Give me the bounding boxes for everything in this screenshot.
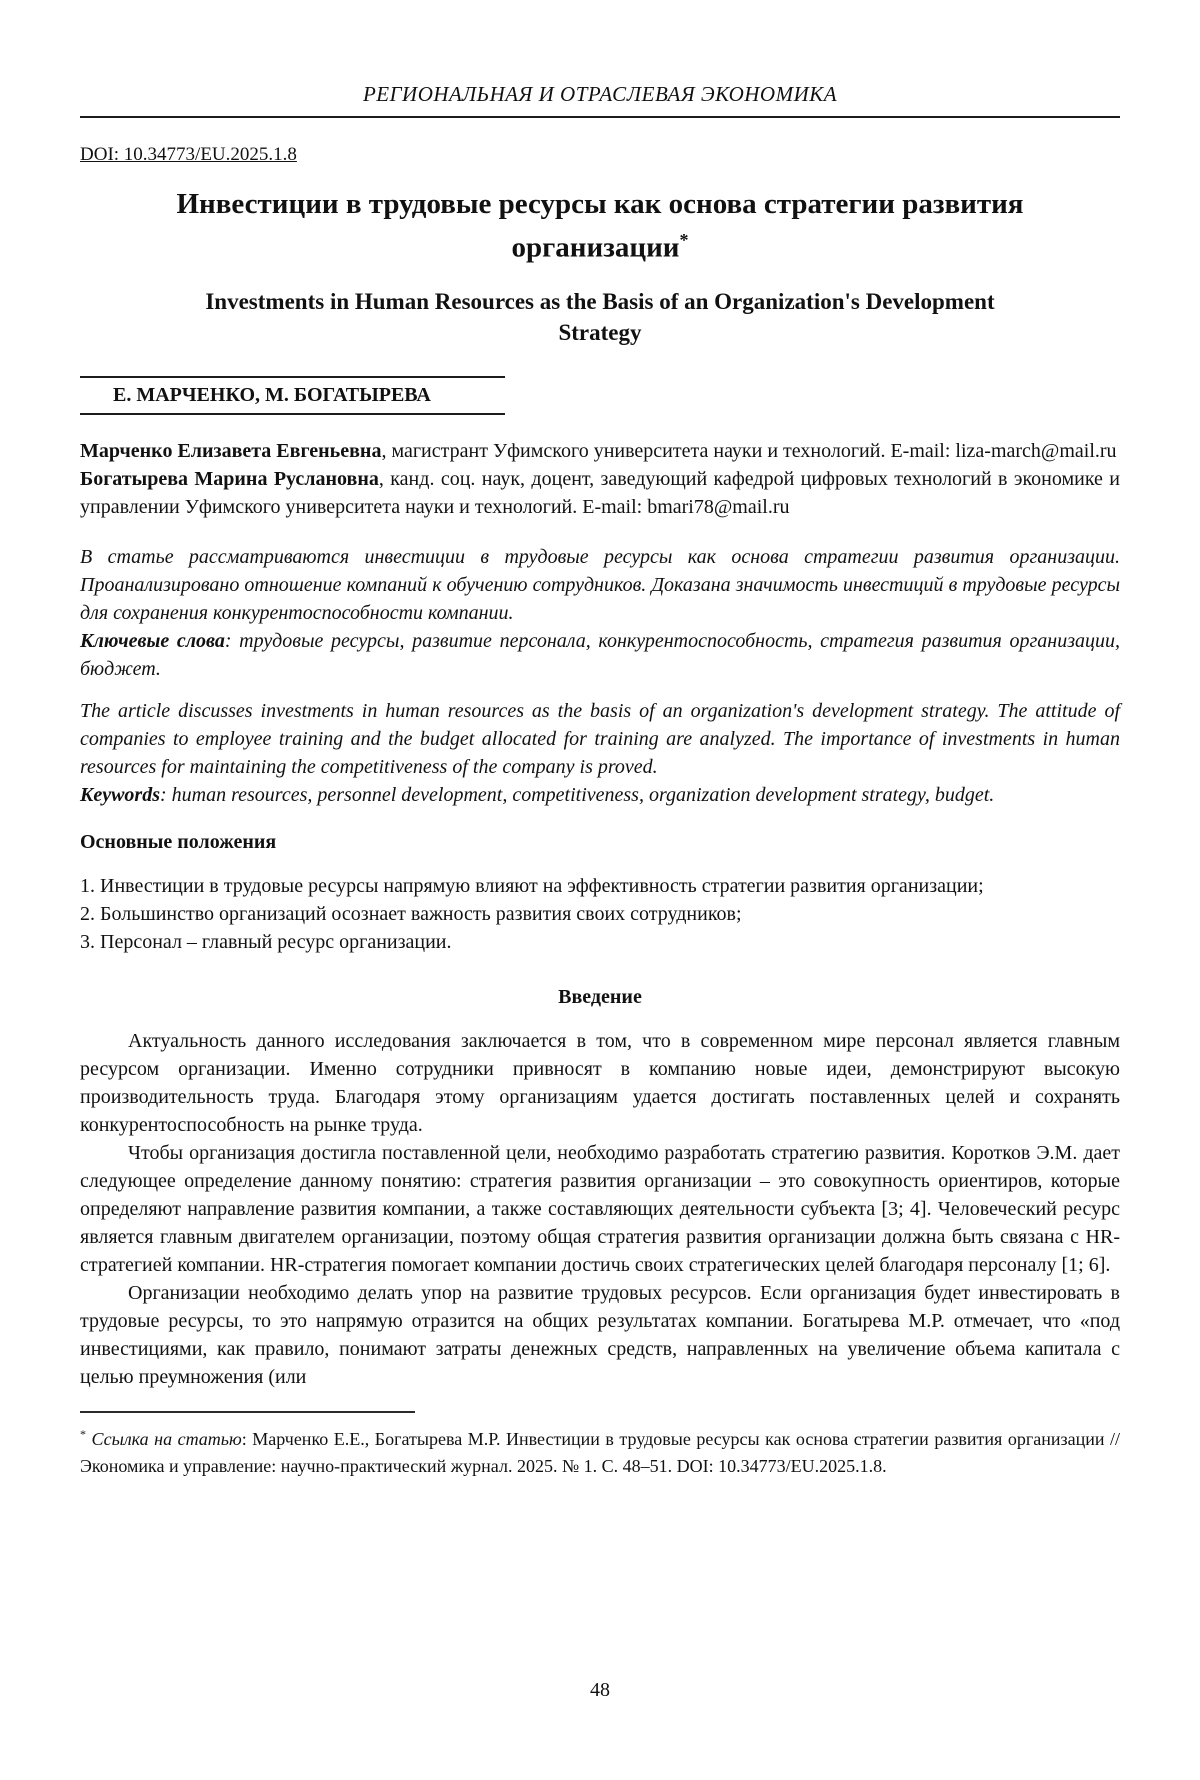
introduction-section <box>80 1027 1120 1391</box>
main-point-item: 2. Большинство организаций осознает важность развития своих сотрудников; <box>80 902 742 925</box>
author-name: Богатырева Марина Руслановна <box>80 467 379 490</box>
abstract-ru <box>80 543 1120 683</box>
author-details: , магистрант Уфимского университета науки и технологий. E-mail: liza-march@mail.ru <box>381 439 1117 462</box>
article-title-en: Investments in Human Resources as the Basis of an Organization's Development Strategy <box>205 288 995 345</box>
article-title-ru <box>125 186 1075 266</box>
footnote-text: : Марченко Е.Е., Богатырева М.Р. Инвестиции в трудовые ресурсы как основа стратегии развития организации // Экономика и управление: научно-практический журнал. 2025. № 1. С. 48–51. DOI: 10.34773/EU.2025.1.8. <box>80 1428 1121 1476</box>
introduction-heading: Введение <box>558 985 642 1008</box>
intro-paragraph: Актуальность данного исследования заключается в том, что в современном мире персонал является главным ресурсом организации. Именно сотрудники привносят в компанию новые идеи, демонстрируют высокую производительность труда. Благодаря этому организациям удается достигать поставленных целей и сохранять конкурентоспособность на рынке труда. <box>80 1029 1120 1136</box>
intro-paragraph: Чтобы организация достигла поставленной цели, необходимо разработать стратегию развития. Коротков Э.М. дает следующее определение данному понятию: стратегия развития организации – это совокупность ориентиров, которые определяют направление развития компании, а также составляющих деятельности субъекта [3; 4]. Человеческий ресурс является главным двигателем организации, поэтому общая стратегия развития организации должна быть связана с HR-стратегией компании. HR-стратегия помогает компании достичь своих стратегических целей благодаря персоналу [1; 6]. <box>80 1141 1120 1276</box>
abstract-en <box>80 697 1120 809</box>
footnote <box>80 1421 1120 1480</box>
article-page <box>0 82 1200 1480</box>
authors-heading: Е. МАРЧЕНКО, М. БОГАТЫРЕВА <box>80 376 505 415</box>
keywords-en-label: Keywords <box>80 783 160 806</box>
main-points-list <box>80 872 1120 956</box>
title-footnote-mark: * <box>679 230 689 250</box>
abstract-ru-text: В статье рассматриваются инвестиции в трудовые ресурсы как основа стратегии развития организации. Проанализировано отношение компаний к обучению сотрудников. Доказана значимость инвестиций в трудовые ресурсы для сохранения конкурентоспособности компании. <box>80 545 1120 624</box>
journal-section-header: РЕГИОНАЛЬНАЯ И ОТРАСЛЕВАЯ ЭКОНОМИКА <box>80 82 1120 118</box>
footnote-mark: * <box>80 1426 86 1441</box>
main-point-item: 3. Персонал – главный ресурс организации. <box>80 930 452 953</box>
author-name: Марченко Елизавета Евгеньевна <box>80 439 382 462</box>
page-number: 48 <box>590 1679 610 1701</box>
author-bio <box>80 437 1120 465</box>
keywords-ru-text: : трудовые ресурсы, развитие персонала, конкурентоспособность, стратегия развития организации, бюджет. <box>80 629 1121 680</box>
intro-paragraph: Организации необходимо делать упор на развитие трудовых ресурсов. Если организация будет инвестировать в трудовые ресурсы, то это напрямую отразится на общих результатах компании. Богатырева М.Р. отмечает, что «под инвестициями, как правило, понимают затраты денежных средств, направленных на увеличение объема капитала с целью преумножения (или <box>80 1281 1120 1388</box>
footnote-separator <box>80 1411 415 1413</box>
doi-line <box>80 144 1120 166</box>
author-bio <box>80 465 1120 521</box>
footnote-label: Ссылка на статью <box>91 1428 242 1449</box>
doi-text: DOI: 10.34773/EU.2025.1.8 <box>80 144 297 165</box>
main-points-heading: Основные положения <box>80 830 277 853</box>
keywords-en-text: : human resources, personnel development, competitiveness, organization development strategy, budget. <box>160 783 995 806</box>
abstract-en-text: The article discusses investments in human resources as the basis of an organization's development strategy. The attitude of companies to employee training and the budget allocated for training are analyzed. The importance of investments in human resources for maintaining the competitiveness of the company is proved. <box>80 699 1120 778</box>
keywords-ru <box>80 627 1120 683</box>
author-details: , канд. соц. наук, доцент, заведующий кафедрой цифровых технологий в экономике и управлении Уфимского университета науки и технологий. E-mail: bmari78@mail.ru <box>80 467 1121 518</box>
article-title-ru-text: Инвестиции в трудовые ресурсы как основа стратегии развития организации <box>176 188 1024 264</box>
keywords-en <box>80 781 1120 809</box>
keywords-ru-label: Ключевые слова <box>80 629 225 652</box>
author-bio-list <box>80 437 1120 521</box>
main-point-item: 1. Инвестиции в трудовые ресурсы напрямую влияют на эффективность стратегии развития организации; <box>80 874 984 897</box>
